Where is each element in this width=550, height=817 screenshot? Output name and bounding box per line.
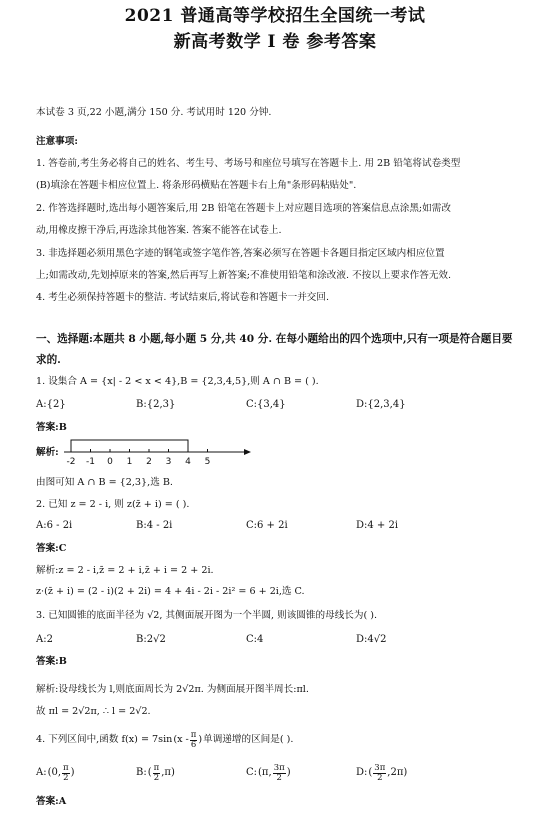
page-subtitle: 新高考数学 Ⅰ 卷 参考答案 [173, 32, 377, 52]
q2-option-c: C:6 + 2i [246, 520, 288, 531]
q3-option-b: B:2√2 [136, 634, 166, 645]
q4-answer: 答案:A [36, 796, 67, 807]
option-fraction [153, 764, 161, 782]
q4-option-a [36, 764, 75, 782]
number-line-label: 0 [107, 457, 113, 467]
number-line-label: 4 [185, 457, 191, 467]
note-line: 1. 答卷前,考生务必将自己的姓名、考生号、考场号和座位号填写在答题卡上. 用 2B 铅笔将试卷类型 [36, 158, 461, 169]
q4-stem-suffix: 单调递增的区间是( ). [203, 734, 294, 746]
number-line-label: 5 [204, 457, 211, 467]
option-left: (π, [258, 767, 272, 778]
page-title: 2021 普通高等学校招生全国统一考试 [124, 6, 426, 26]
section-heading: 一、选择题:本题共 8 小题,每小题 5 分,共 40 分. 在每小题给出的四个选项中,只有一项是符合题目要 [36, 333, 513, 345]
question-3-stem: 3. 已知圆锥的底面半径为 √2, 其侧面展开图为一个半圆, 则该圆锥的母线长为( ). [36, 610, 378, 621]
fraction-denominator: 2 [63, 772, 69, 783]
option-right: ,2π) [387, 767, 408, 778]
note-line: (B)填涂在答题卡相应位置上. 将条形码横贴在答题卡右上角"条形码粘贴处". [36, 180, 357, 191]
q2-analysis-2: z·(z̄ + i) = (2 - i)(2 + 2i) = 4 + 4i - 2i - 2i² = 6 + 2i,选 C. [36, 586, 305, 597]
option-left: (0, [47, 767, 62, 778]
option-right: ) [70, 767, 75, 778]
q4-option-b [136, 764, 175, 782]
q2-option-d: D:4 + 2i [356, 520, 399, 531]
q1-conclusion: 由图可知 A ∩ B = {2,3},选 B. [36, 477, 173, 488]
fraction-denominator: 2 [153, 772, 160, 783]
fraction-denominator: 2 [377, 772, 383, 783]
option-right: ) [286, 767, 291, 778]
number-line-diagram [56, 436, 256, 470]
q1-option-b: B:{2,3} [136, 399, 176, 410]
q1-option-c: C:{3,4} [246, 399, 286, 410]
q4-option-d [356, 764, 407, 782]
fraction-numerator: 3π [273, 763, 285, 773]
option-fraction [273, 764, 286, 782]
q1-option-d: D:{2,3,4} [356, 399, 406, 410]
option-right: ,π) [161, 767, 175, 778]
q3-option-c: C:4 [246, 634, 264, 645]
fraction-numerator: π [190, 730, 197, 740]
q3-option-a: A:2 [36, 634, 53, 645]
section-heading-cont: 求的. [36, 354, 61, 366]
number-line-label: -2 [66, 457, 76, 467]
option-label: C: [246, 767, 258, 778]
q3-analysis-1: 解析:设母线长为 l,则底面周长为 2√2π. 为侧面展开图半周长:πl. [36, 684, 309, 695]
note-line: 上;如需改动,先划掉原来的答案,然后再写上新答案;不准使用铅笔和涂改液. 不按以上要求作答无效. [36, 270, 452, 281]
question-4-stem [36, 731, 293, 749]
q2-option-b: B:4 - 2i [136, 520, 173, 531]
q2-answer: 答案:C [36, 543, 67, 554]
option-left: ( [368, 767, 373, 778]
option-label: D: [356, 767, 368, 778]
number-line-label: -1 [86, 457, 95, 467]
note-line: 3. 非选择题必须用黑色字迹的钢笔或签字笔作答,答案必须写在答题卡各题目指定区域内相应位置 [36, 248, 445, 259]
option-fraction [62, 764, 70, 782]
fraction-denominator: 6 [190, 739, 197, 750]
q4-stem-inner-left: (x - [173, 734, 189, 746]
question-2-stem: 2. 已知 z = 2 - i, 则 z(z̄ + i) = ( ). [36, 499, 190, 510]
question-1-stem: 1. 设集合 A = {x| - 2 < x < 4},B = {2,3,4,5},则 A ∩ B = ( ). [36, 376, 319, 387]
q3-option-d: D:4√2 [356, 634, 387, 645]
note-line: 2. 作答选择题时,选出每小题答案后,用 2B 铅笔在答题卡上对应题目选项的答案信息点涂黑;如需改 [36, 203, 451, 214]
q3-answer: 答案:B [36, 656, 67, 667]
q3-analysis-2: 故 πl = 2√2π, ∴ l = 2√2. [36, 706, 151, 717]
arrow-right-icon [244, 449, 251, 455]
note-line: 动,用橡皮擦干净后,再选涂其他答案. 答案不能答在试卷上. [36, 225, 282, 236]
q4-stem-prefix: 4. 下列区间中,函数 f(x) = 7sin [36, 734, 173, 746]
q1-analysis-label: 解析: [36, 447, 59, 458]
q1-option-a: A:{2} [36, 399, 66, 410]
notes-title: 注意事项: [36, 136, 78, 147]
q4-stem-fraction [190, 731, 198, 749]
fraction-numerator: 3π [374, 763, 386, 773]
option-fraction [373, 764, 386, 782]
fraction-numerator: π [153, 763, 160, 773]
option-label: A: [36, 767, 47, 778]
exam-info: 本试卷 3 页,22 小题,满分 150 分. 考试用时 120 分钟. [36, 107, 272, 118]
option-label: B: [136, 767, 147, 778]
q2-option-a: A:6 - 2i [36, 520, 73, 531]
number-line-label: 3 [165, 457, 172, 467]
fraction-numerator: π [63, 763, 69, 773]
number-line-label: 2 [146, 457, 152, 467]
number-line-label: 1 [126, 457, 133, 467]
note-line: 4. 考生必须保持答题卡的整洁. 考试结束后,将试卷和答题卡一并交回. [36, 292, 330, 303]
option-left: ( [147, 767, 152, 778]
q1-answer: 答案:B [36, 422, 67, 433]
q2-analysis-1: 解析:z = 2 - i,z̄ = 2 + i,z̄ + i = 2 + 2i. [36, 565, 214, 576]
q4-stem-inner-right: ) [198, 734, 203, 746]
fraction-denominator: 2 [276, 772, 282, 783]
q4-option-c [246, 764, 291, 782]
